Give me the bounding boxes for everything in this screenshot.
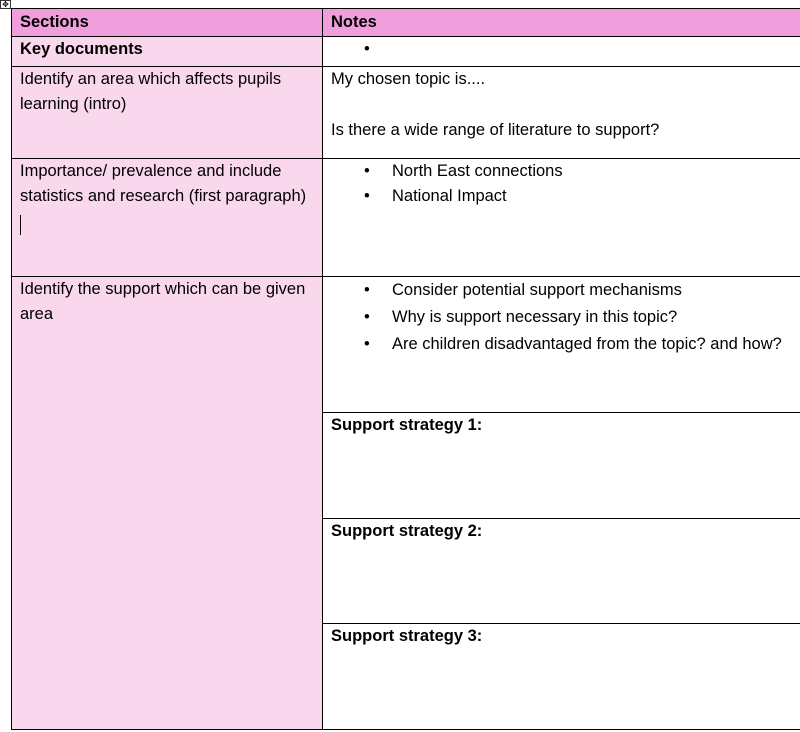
notes-text: My chosen topic is.... <box>331 70 486 88</box>
table-row <box>12 277 800 413</box>
list-item: • National Impact <box>331 184 792 209</box>
table-row <box>12 159 800 277</box>
notes-table <box>11 8 800 730</box>
section-text: Importance/ prevalence and include statistics and research (first paragraph) <box>20 162 307 205</box>
table-header-row <box>12 9 800 37</box>
support-strategy-3[interactable]: Support strategy 3: <box>323 624 800 730</box>
list-item: • Consider potential support mechanisms <box>331 278 792 303</box>
header-sections[interactable]: Sections <box>12 9 323 37</box>
text-cursor <box>20 215 21 235</box>
notes-identify-support[interactable] <box>323 277 800 413</box>
notes-text: Is there a wide range of literature to support? <box>331 121 660 139</box>
support-strategy-1[interactable]: Support strategy 1: <box>323 413 800 519</box>
list-item: • Are children disadvantaged from the topic? and how? <box>331 332 792 357</box>
list-item: • Why is support necessary in this topic? <box>331 305 792 330</box>
notes-importance[interactable] <box>323 159 800 277</box>
list-item: • North East connections <box>331 159 792 184</box>
notes-identify-area[interactable] <box>323 67 800 159</box>
table-row <box>12 37 800 67</box>
table-row <box>12 67 800 159</box>
section-identify-support[interactable]: Identify the support which can be given area <box>12 277 323 730</box>
support-strategy-2[interactable]: Support strategy 2: <box>323 519 800 624</box>
table-move-handle-icon[interactable]: ✥ <box>0 0 11 9</box>
section-importance[interactable] <box>12 159 323 277</box>
section-identify-area[interactable]: Identify an area which affects pupils learning (intro) <box>12 67 323 159</box>
header-notes[interactable]: Notes <box>323 9 800 37</box>
section-key-documents[interactable]: Key documents <box>12 37 323 67</box>
notes-key-documents[interactable] <box>323 37 800 67</box>
